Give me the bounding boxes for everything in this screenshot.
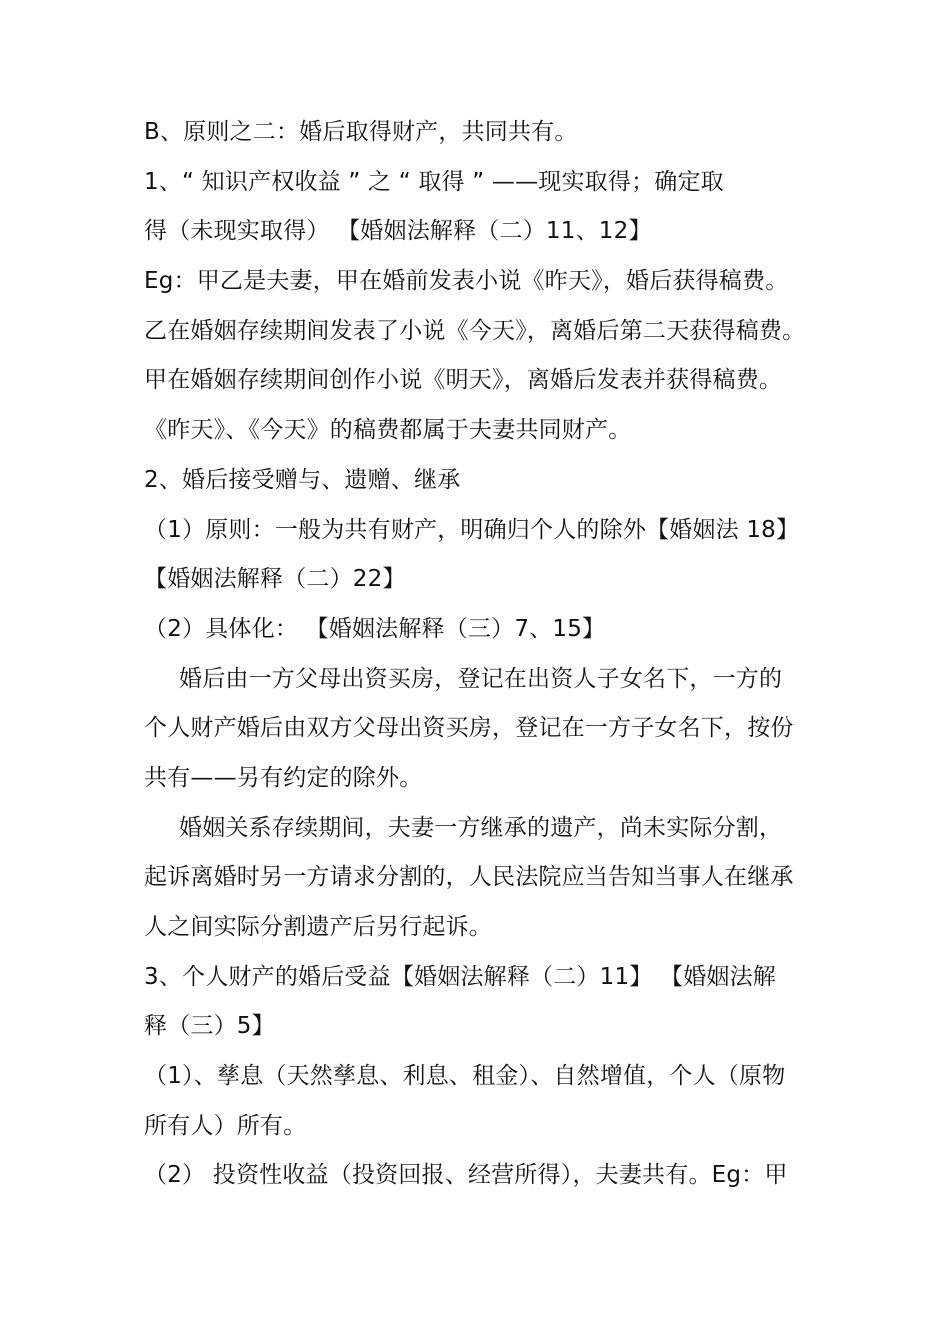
section-heading: 3、个人财产的婚后受益【婚姻法解释（二）11】 【婚姻法解 [144, 963, 777, 990]
paragraph-line: 起诉离婚时另一方请求分割的，人民法院应当告知当事人在继承 [144, 864, 794, 891]
paragraph-line: （2） 投资性收益（投资回报、经营所得），夫妻共有。Eg：甲 [144, 1162, 788, 1189]
example-line: 《昨天》、《今天》的稿费都属于夫妻共同财产。 [144, 417, 632, 444]
paragraph-line: 1、“ 知识产权收益 ” 之 “ 取得 ” ——现实取得；确定取 [144, 168, 724, 195]
paragraph-line: （1）、孳息（天然孳息、利息、租金）、自然增值，个人（原物 [144, 1063, 786, 1090]
section-heading: 2、婚后接受赠与、遗赠、继承 [144, 466, 461, 493]
paragraph-line: 【婚姻法解释（二）22】 [144, 566, 406, 593]
paragraph-line: 人之间实际分割遗产后另行起诉。 [144, 914, 492, 940]
paragraph-line: 释（三）5】 [144, 1013, 275, 1040]
heading-principle-two: B、原则之二：婚后取得财产，共同共有。 [144, 119, 578, 145]
paragraph-line: 得（未现实取得） 【婚姻法解释（二）11、12】 [144, 218, 652, 245]
example-line: Eg：甲乙是夫妻，甲在婚前发表小说《昨天》，婚后获得稿费。 [144, 268, 789, 295]
paragraph-line: 婚后由一方父母出资买房，登记在出资人子女名下，一方的 [179, 665, 783, 692]
document-body [144, 108, 814, 1201]
paragraph-line: 所有人）所有。 [144, 1112, 307, 1139]
paragraph-line: （2）具体化： 【婚姻法解释（三）7、15】 [144, 615, 606, 642]
paragraph-line: （1）原则：一般为共有财产，明确归个人的除外【婚姻法 18】 [144, 516, 800, 543]
paragraph-line: 个人财产婚后由双方父母出资买房，登记在一方子女名下，按份 [144, 715, 794, 742]
example-line: 乙在婚姻存续期间发表了小说《今天》，离婚后第二天获得稿费。 [144, 317, 806, 344]
paragraph-line: 婚姻关系存续期间，夫妻一方继承的遗产，尚未实际分割， [179, 814, 783, 841]
paragraph-line: 共有——另有约定的除外。 [144, 764, 423, 791]
example-line: 甲在婚姻存续期间创作小说《明天》，离婚后发表并获得稿费。 [144, 367, 783, 394]
